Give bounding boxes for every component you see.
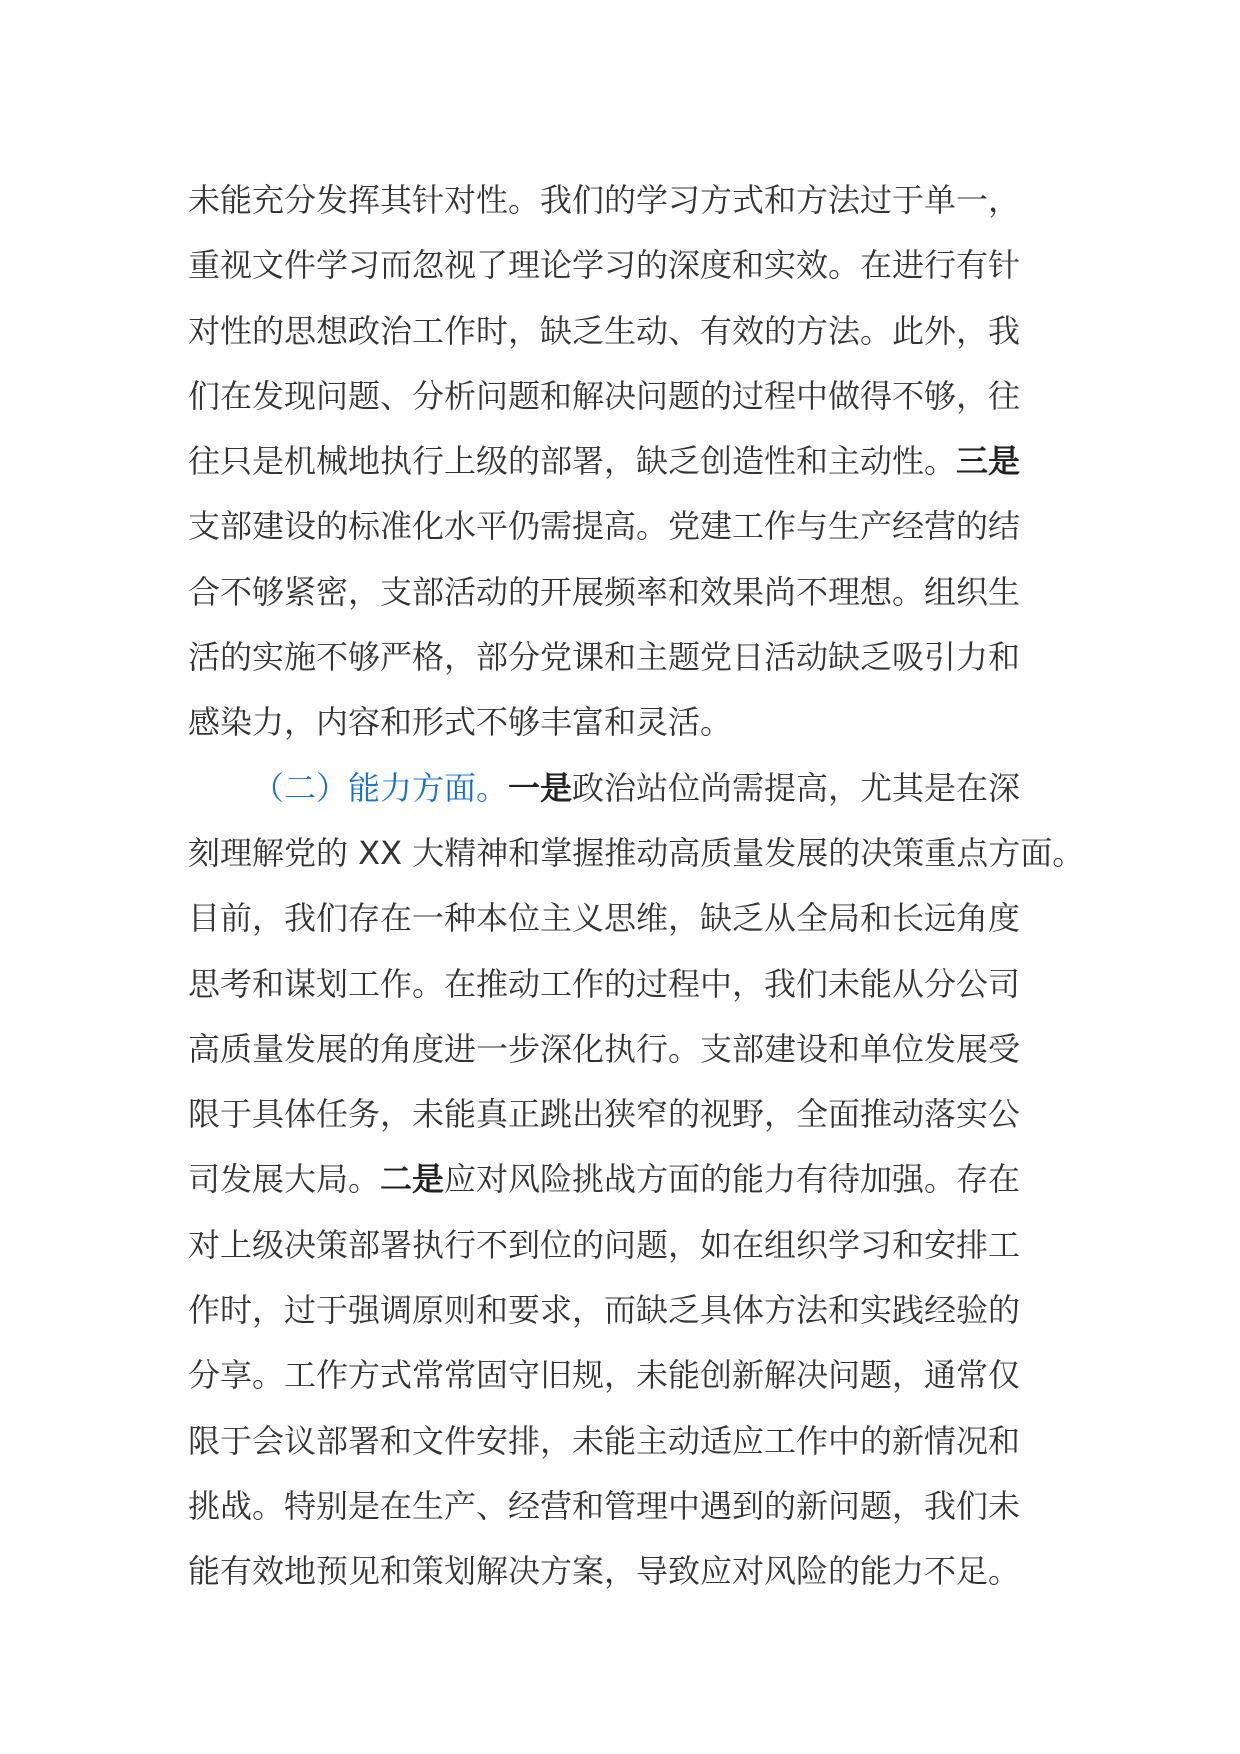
text-run: 活的实施不够严格，部分党课和主题党日活动缺乏吸引力和 xyxy=(188,638,1021,677)
text-run: 重视文件学习而忽视了理论学习的深度和实效。在进行有针 xyxy=(188,246,1021,285)
text-run: 们在发现问题、分析问题和解决问题的过程中做得不够，往 xyxy=(188,376,1021,415)
text-line xyxy=(188,233,1068,298)
text-line xyxy=(188,1539,1068,1604)
text-run: 司发展大局。 xyxy=(188,1160,381,1199)
text-line xyxy=(188,364,1068,429)
text-run: 分享。工作方式常常固守旧规，未能创新解决问题，通常仅 xyxy=(188,1356,1021,1395)
text-run: 感染力，内容和形式不够丰富和灵活。 xyxy=(188,703,733,742)
text-run: 往只是机械地执行上级的部署，缺乏创造性和主动性。 xyxy=(188,442,957,481)
bold-ordinal: 二是 xyxy=(380,1160,445,1199)
text-line xyxy=(188,494,1068,559)
text-line xyxy=(188,1409,1068,1474)
text-run: 思考和谋划工作。在推动工作的过程中，我们未能从分公司 xyxy=(188,964,1021,1003)
text-line xyxy=(188,1082,1068,1147)
text-run: 未能充分发挥其针对性。我们的学习方式和方法过于单一， xyxy=(188,181,1021,219)
text-run: 目前，我们存在一种本位主义思维，缺乏从全局和长远角度 xyxy=(188,899,1021,938)
text-run: 应对风险挑战方面的能力有待加强。存在 xyxy=(444,1160,1021,1199)
text-run: 对性的思想政治工作时，缺乏生动、有效的方法。此外，我 xyxy=(188,311,1021,350)
text-line xyxy=(188,1147,1068,1212)
text-line xyxy=(188,1343,1068,1408)
text-run: 限于具体任务，未能真正跳出狭窄的视野，全面推动落实公 xyxy=(188,1095,1021,1134)
text-run: 能有效地预见和策划解决方案，导致应对风险的能力不足。 xyxy=(188,1552,1021,1591)
text-line xyxy=(188,299,1068,364)
text-run: 挑战。特别是在生产、经营和管理中遇到的新问题，我们未 xyxy=(188,1486,1021,1525)
text-run: 合不够紧密，支部活动的开展频率和效果尚不理想。组织生 xyxy=(188,572,1021,611)
text-line xyxy=(188,625,1068,690)
text-run: 限于会议部署和文件安排，未能主动适应工作中的新情况和 xyxy=(188,1421,1021,1460)
text-line xyxy=(188,1278,1068,1343)
text-run: 对上级决策部署执行不到位的问题，如在组织学习和安排工 xyxy=(188,1225,1021,1264)
section-heading: （二）能力方面。 xyxy=(252,768,509,807)
document-body xyxy=(188,168,1085,1605)
text-run: 刻理解党的 XX 大精神和掌握推动高质量发展的决策重点方面。 xyxy=(188,833,1085,872)
text-line xyxy=(188,1017,1068,1082)
text-run: 作时，过于强调原则和要求，而缺乏具体方法和实践经验的 xyxy=(188,1291,1021,1330)
text-line xyxy=(188,1474,1068,1539)
text-line xyxy=(188,1213,1068,1278)
text-line xyxy=(188,429,1068,494)
bold-ordinal: 一是 xyxy=(508,768,573,807)
text-line xyxy=(188,821,1085,886)
text-line xyxy=(188,952,1068,1017)
text-run: 高质量发展的角度进一步深化执行。支部建设和单位发展受 xyxy=(188,1029,1021,1068)
text-line xyxy=(188,756,1068,821)
text-run: 政治站位尚需提高，尤其是在深 xyxy=(572,768,1021,807)
text-line xyxy=(188,886,1068,951)
text-line xyxy=(188,168,1068,233)
text-line xyxy=(188,560,1068,625)
bold-ordinal: 三是 xyxy=(956,442,1021,481)
text-run: 支部建设的标准化水平仍需提高。党建工作与生产经营的结 xyxy=(188,507,1021,546)
text-line xyxy=(188,690,1068,755)
